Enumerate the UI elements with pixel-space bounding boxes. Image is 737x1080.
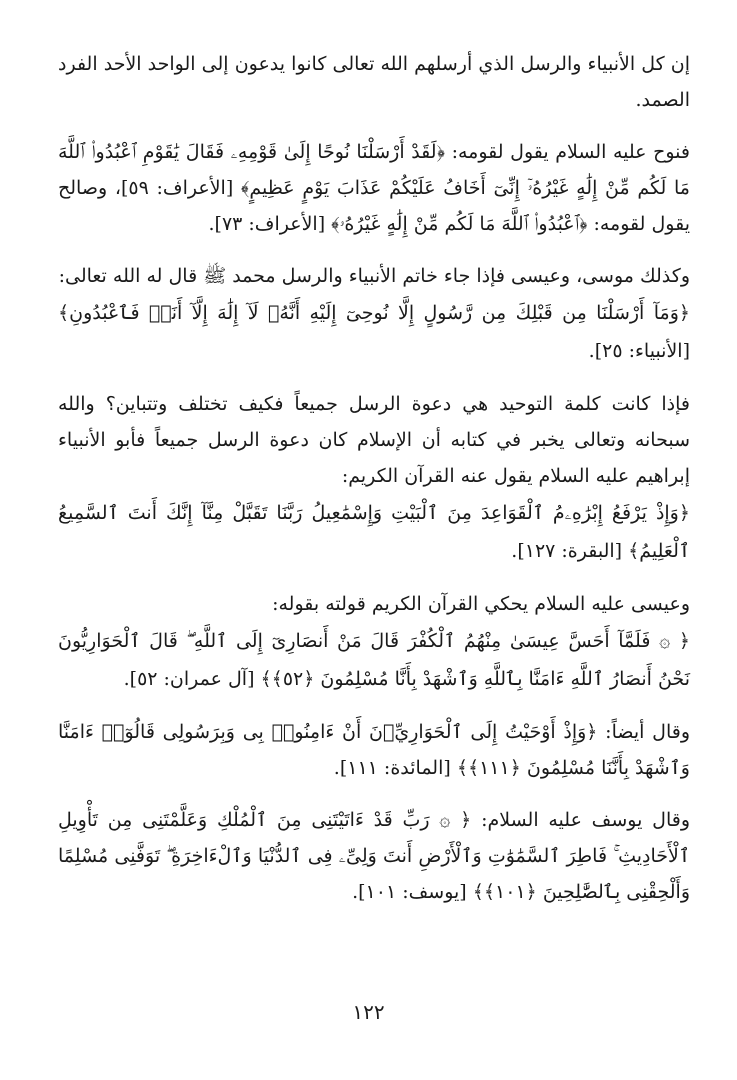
verse-baqarah: ﴿وَإِذْ يَرْفَعُ إِبْرَٰهِۦمُ ٱلْقَوَاعِدَ مِنَ ٱلْبَيْتِ وَإِسْمَٰعِيلُ رَبَّنَا تَقَبَّلْ مِنَّآ إِنَّكَ أَنتَ ٱلسَّمِيعُ ٱلْعَلِيمُ﴾ [البقرة: ١٢٧]. xyxy=(58,502,690,562)
paragraph-muhammad: وكذلك موسى، وعيسى فإذا جاء خاتم الأنبياء والرسل محمد ﷺ قال له الله تعالى: xyxy=(58,265,690,287)
paragraph-isa: وعيسى عليه السلام يحكي القرآن الكريم قولته بقوله: xyxy=(272,593,690,615)
page-body xyxy=(58,46,690,910)
paragraph-intro: إن كل الأنبياء والرسل الذي أرسلهم الله تعالى كانوا يدعون إلى الواحد الأحد الفرد الصمد. xyxy=(58,53,690,111)
page-number: ١٢٢ xyxy=(352,1000,385,1024)
verse-anbiya: ﴿وَمَآ أَرْسَلْنَا مِن قَبْلِكَ مِن رَّسُولٍ إِلَّا نُوحِىٓ إِلَيْهِ أَنَّهُۥ لَآ إِلَٰهَ إِلَّآ أَنَا۠ فَٱعْبُدُونِ﴾ [الأنبياء: ٢٥]. xyxy=(58,302,690,362)
verse-al-imran: ﴿ ۞ فَلَمَّآ أَحَسَّ عِيسَىٰ مِنْهُمُ ٱلْكُفْرَ قَالَ مَنْ أَنصَارِىٓ إِلَى ٱللَّهِ ۖ قَالَ ٱلْحَوَارِيُّونَ نَحْنُ أَنصَارُ ٱللَّهِ ءَامَنَّا بِٱللَّهِ وَٱشْهَدْ بِأَنَّا مُسْلِمُونَ ﴿٥٢﴾﴾ [آل عمران: ٥٢]. xyxy=(58,630,690,690)
paragraph-yusuf: وقال يوسف عليه السلام: ﴿ ۞ رَبِّ قَدْ ءَاتَيْتَنِى مِنَ ٱلْمُلْكِ وَعَلَّمْتَنِى مِن تَأْوِيلِ ٱلْأَحَادِيثِ ۚ فَاطِرَ ٱلسَّمَٰوَٰتِ وَٱلْأَرْضِ أَنتَ وَلِىِّۦ فِى ٱلدُّنْيَا وَٱلْءَاخِرَةِ ۖ تَوَفَّنِى مُسْلِمًا وَأَلْحِقْنِى بِٱلصَّٰلِحِينَ ﴿١٠١﴾﴾ [يوسف: ١٠١]. xyxy=(58,809,690,903)
paragraph-maidah: وقال أيضاً: ﴿وَإِذْ أَوْحَيْتُ إِلَى ٱلْحَوَارِيِّۦنَ أَنْ ءَامِنُوا۟ بِى وَبِرَسُولِى قَالُوٓا۟ ءَامَنَّا وَٱشْهَدْ بِأَنَّنَا مُسْلِمُونَ ﴿١١١﴾﴾ [المائدة: ١١١]. xyxy=(58,721,691,779)
paragraph-noah-salih: فنوح عليه السلام يقول لقومه: ﴿لَقَدْ أَرْسَلْنَا نُوحًا إِلَىٰ قَوْمِهِۦ فَقَالَ يَٰقَوْمِ ٱعْبُدُوا۟ ٱللَّهَ مَا لَكُم مِّنْ إِلَٰهٍ غَيْرُهُۥٓ إِنِّىٓ أَخَافُ عَلَيْكُمْ عَذَابَ يَوْمٍ عَظِيمٍ﴾ [الأعراف: ٥٩]، وصالح يقول لقومه: ﴿ٱعْبُدُوا۟ ٱللَّهَ مَا لَكُم مِّنْ إِلَٰهٍ غَيْرُهُۥ﴾ [الأعراف: ٧٣]. xyxy=(58,141,690,235)
paragraph-tawhid: فإذا كانت كلمة التوحيد هي دعوة الرسل جميعاً فكيف تختلف وتتباين؟ والله سبحانه وتعالى يخبر في كتابه أن الإسلام كان دعوة الرسل جميعاً فأبو الأنبياء إبراهيم عليه السلام يقول عنه القرآن الكريم: xyxy=(58,393,690,487)
